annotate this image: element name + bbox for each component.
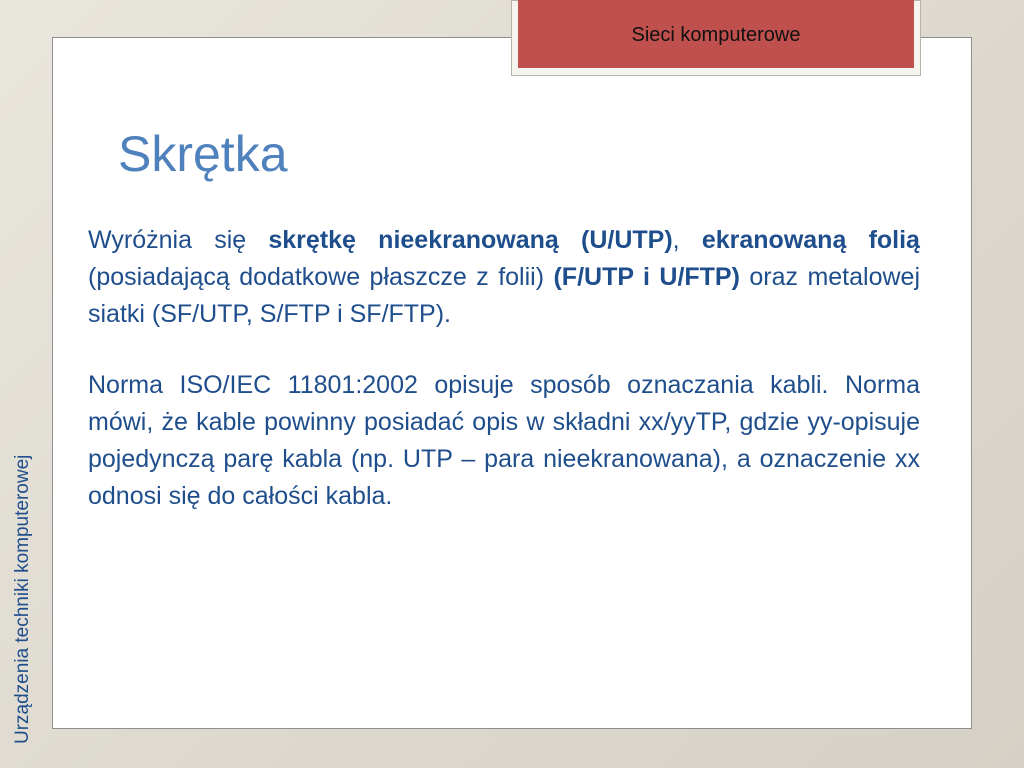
paragraph-1-bold-1: skrętkę nieekranowaną (U/UTP) — [268, 226, 673, 254]
paragraph-1-text-2: , — [672, 226, 702, 254]
paragraph-1-bold-3: (F/UTP i U/FTP) — [553, 263, 740, 291]
header-tab-label: Sieci komputerowe — [631, 23, 801, 46]
body-paragraph-2: Norma ISO/IEC 11801:2002 opisuje sposób oznaczania kabli. Norma mówi, że kable powinny posiadać opis w składni xx/yyTP, gdzie yy-opisuje pojedynczą parę kabla (np. UTP – para nieekranowana), a oznaczenie xx odnosi się do całości kabla. — [88, 371, 920, 510]
header-tab — [518, 0, 914, 68]
slide-body — [88, 222, 920, 515]
body-paragraph-1 — [88, 222, 920, 333]
paragraph-1-text-4: oraz metalowej siatki (SF/UTP, S/FTP i SF/FTP). — [88, 263, 920, 328]
paragraph-1-bold-2: ekranowaną folią — [701, 226, 920, 254]
slide-title: Skrętka — [118, 126, 288, 182]
side-label: Urządzenia techniki komputerowej — [12, 454, 33, 744]
paragraph-1-text-3: (posiadającą dodatkowe płaszcze z folii) — [88, 263, 554, 291]
paragraph-1-text-1: Wyróżnia się — [88, 226, 269, 254]
